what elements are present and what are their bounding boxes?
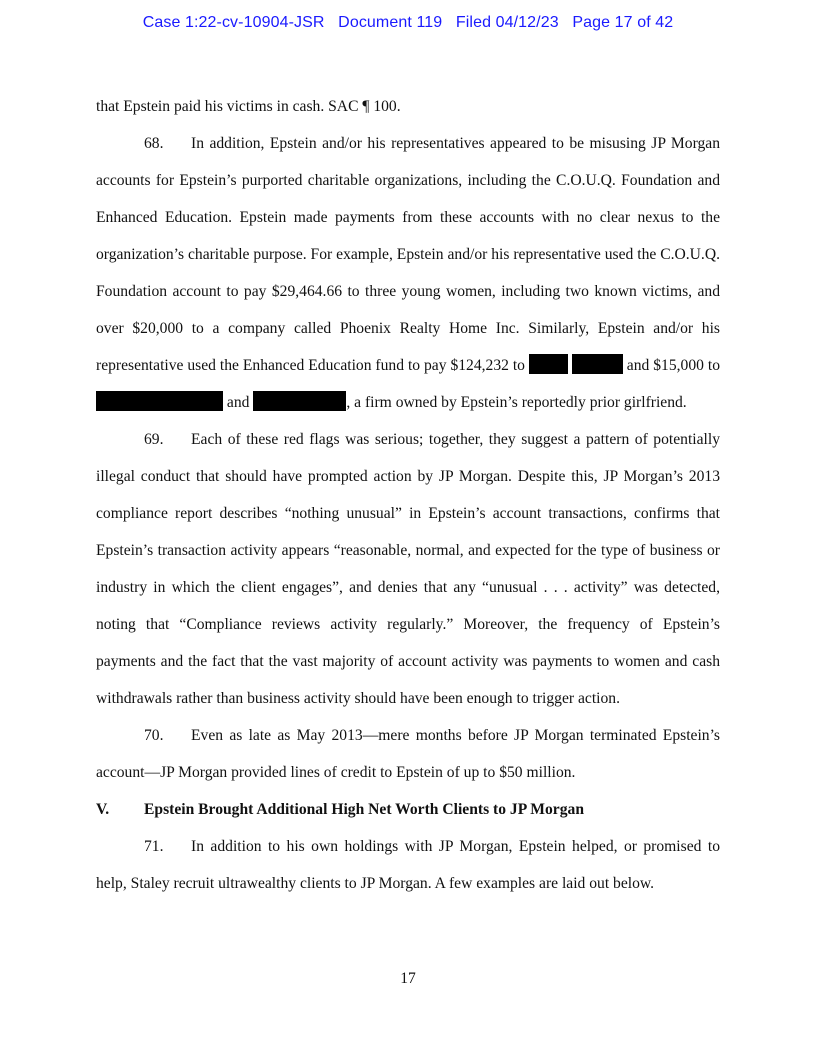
page-indicator: Page 17 of 42	[572, 14, 674, 31]
amount-text: $15,000 to	[653, 357, 720, 374]
redaction-box	[253, 391, 346, 411]
paragraph-number: 68.	[144, 135, 164, 152]
paragraph-number: 71.	[144, 838, 164, 855]
paragraph-69	[96, 421, 720, 717]
document-number: Document 119	[338, 14, 443, 31]
paragraph-text: In addition, Epstein and/or his representatives appeared to be misusing JP Morgan accounts for Epstein’s purported charitable organizations, including the C.O.U.Q. Foundation and Enhanced Education. Epstein made payments from these accounts with no clear nexus to the organization’s charitable purpose. For example, Epstein and/or his representative used the C.O.U.Q. Foundation account to pay $29,464.66 to three young women, including two known victims, and over $20,000 to a company called Phoenix Realty Home Inc. Similarly, Epstein and/or his representative used the Enhanced Education fund to pay $124,232 to	[96, 135, 720, 374]
paragraph-71	[96, 828, 720, 902]
filed-date: Filed 04/12/23	[455, 14, 559, 31]
paragraph-text: Even as late as May 2013—mere months before JP Morgan terminated Epstein’s account—JP Morgan provided lines of credit to Epstein of up to $50 million.	[96, 727, 720, 781]
paragraph-text: Each of these red flags was serious; together, they suggest a pattern of potentially illegal conduct that should have prompted action by JP Morgan. Despite this, JP Morgan’s 2013 compliance report describes “nothing unusual” in Epstein’s account transactions, confirms that Epstein’s transaction activity appears “reasonable, normal, and expected for the type of business or industry in which the client engages”, and denies that any “unusual . . . activity” was detected, noting that “Compliance reviews activity regularly.” Moreover, the frequency of Epstein’s payments and the fact that the vast majority of account activity was payments to women and cash withdrawals rather than business activity should have been enough to trigger action.	[96, 431, 720, 707]
section-heading	[96, 791, 720, 828]
continuation-text: that Epstein paid his victims in cash. SAC ¶ 100.	[96, 98, 401, 115]
paragraph-number: 70.	[144, 727, 164, 744]
case-number: Case 1:22-cv-10904-JSR	[142, 14, 325, 31]
redaction-box	[96, 391, 223, 411]
section-number: V.	[96, 801, 110, 818]
redaction-box	[529, 354, 568, 374]
page-number-footer: 17	[400, 970, 416, 987]
conjunction-text: and	[226, 394, 250, 411]
conjunction-text: and	[626, 357, 650, 374]
document-body	[96, 88, 720, 902]
paragraph-68	[96, 125, 720, 421]
paragraph-text: , a firm owned by Epstein’s reportedly prior girlfriend.	[346, 394, 687, 411]
section-title: Epstein Brought Additional High Net Worth Clients to JP Morgan	[144, 801, 584, 818]
case-header	[0, 14, 816, 32]
paragraph-text: In addition to his own holdings with JP Morgan, Epstein helped, or promised to help, Staley recruit ultrawealthy clients to JP Morgan. A few examples are laid out below.	[96, 838, 720, 892]
paragraph-number: 69.	[144, 431, 164, 448]
redaction-box	[572, 354, 623, 374]
paragraph-70	[96, 717, 720, 791]
